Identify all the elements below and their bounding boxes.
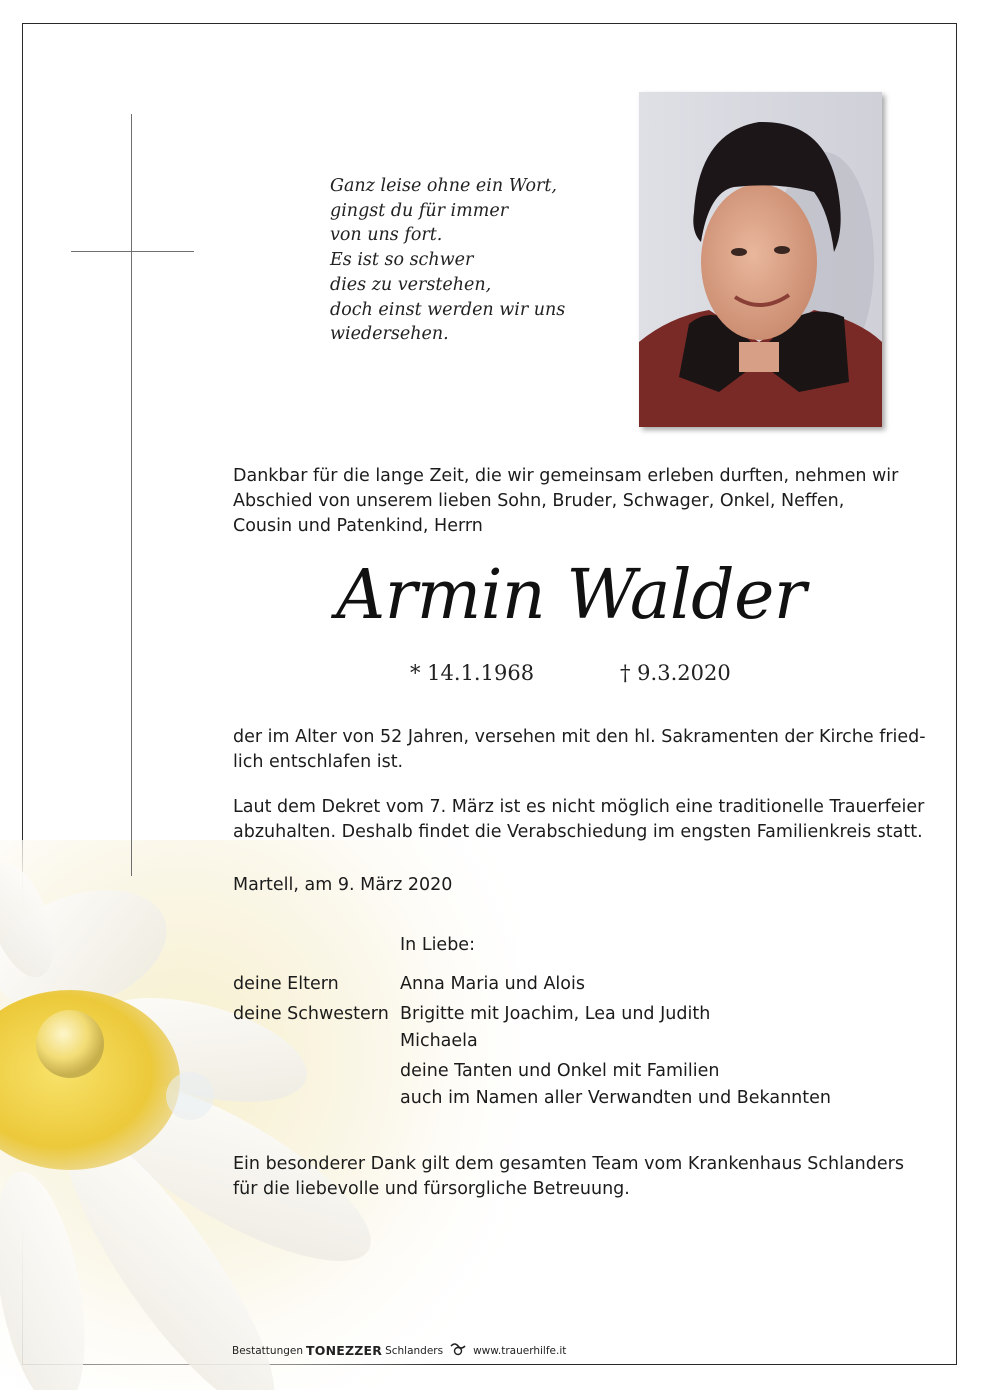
- footer-prefix: Bestattungen: [232, 1344, 304, 1357]
- trauerhilfe-logo-icon: [449, 1342, 467, 1359]
- family-row: [233, 971, 831, 998]
- in-love-label: In Liebe:: [400, 935, 475, 955]
- family-relation: [233, 1085, 400, 1112]
- family-names: Michaela: [400, 1030, 478, 1051]
- thanks-line: Ein besonderer Dank gilt dem gesamten Team vom Krankenhaus Schlanders: [233, 1154, 904, 1174]
- decree-line: Laut dem Dekret vom 7. März ist es nicht möglich eine traditionelle Trauerfeier: [233, 797, 925, 817]
- family-names: Brigitte mit Joachim, Lea und Judith: [400, 1004, 711, 1024]
- poem-line: gingst du für immer: [330, 200, 509, 221]
- family-names: Anna Maria und Alois: [400, 973, 585, 994]
- family-names: deine Tanten und Onkel mit Familien: [400, 1061, 720, 1081]
- birth-date: * 14.1.1968: [410, 661, 535, 685]
- poem-line: dies zu verstehen,: [330, 274, 492, 295]
- portrait-photo: [639, 92, 882, 427]
- place-date: [233, 873, 903, 898]
- poem-line: Ganz leise ohne ein Wort,: [330, 176, 557, 196]
- family-relation: [233, 1028, 400, 1055]
- family-row: [233, 1085, 831, 1112]
- poem-line: wiedersehen.: [330, 324, 449, 345]
- footer-suffix: Schlanders: [385, 1344, 444, 1357]
- family-row: [233, 1058, 831, 1085]
- poem-line: Es ist so schwer: [330, 250, 474, 271]
- family-relation: [233, 1058, 400, 1085]
- poem: [330, 174, 565, 347]
- deceased-name: Armin Walder: [336, 556, 806, 635]
- family-row: [233, 1028, 831, 1055]
- footer: [232, 1342, 566, 1359]
- age-line: der im Alter von 52 Jahren, versehen mit den hl. Sakramenten der Kirche fried-: [233, 727, 926, 747]
- intro-line: Dankbar für die lange Zeit, die wir gemeinsam erleben durften, nehmen wir: [233, 466, 899, 486]
- family-relation: deine Schwestern: [233, 1004, 389, 1024]
- family-relation: deine Eltern: [233, 973, 339, 994]
- daisy-flower-image: [0, 840, 520, 1390]
- place-date-line: Martell, am 9. März 2020: [233, 875, 453, 895]
- intro-paragraph: [233, 464, 903, 539]
- poem-line: von uns fort.: [330, 225, 443, 246]
- intro-line: Cousin und Patenkind, Herrn: [233, 516, 483, 536]
- thanks-line: für die liebevolle und fürsorgliche Betreuung.: [233, 1179, 630, 1199]
- poem-line: doch einst werden wir uns: [330, 299, 566, 320]
- family-list: [233, 932, 831, 1111]
- in-love-row: [233, 932, 831, 959]
- thanks-paragraph: [233, 1152, 903, 1202]
- decree-line: abzuhalten. Deshalb findet die Verabschiedung im engsten Familienkreis statt.: [233, 822, 923, 842]
- age-line: lich entschlafen ist.: [233, 752, 404, 772]
- footer-brand: TONEZZER: [306, 1343, 383, 1358]
- cross-vertical-line: [131, 114, 132, 876]
- death-date: † 9.3.2020: [620, 661, 731, 685]
- cross-horizontal-line: [71, 251, 194, 252]
- family-names: auch im Namen aller Verwandten und Bekannten: [400, 1087, 831, 1108]
- family-row: [233, 1001, 831, 1028]
- decree-paragraph: [233, 795, 925, 845]
- intro-line: Abschied von unserem lieben Sohn, Bruder, Schwager, Onkel, Neffen,: [233, 491, 845, 511]
- age-paragraph: [233, 725, 926, 775]
- footer-website[interactable]: www.trauerhilfe.it: [473, 1344, 567, 1357]
